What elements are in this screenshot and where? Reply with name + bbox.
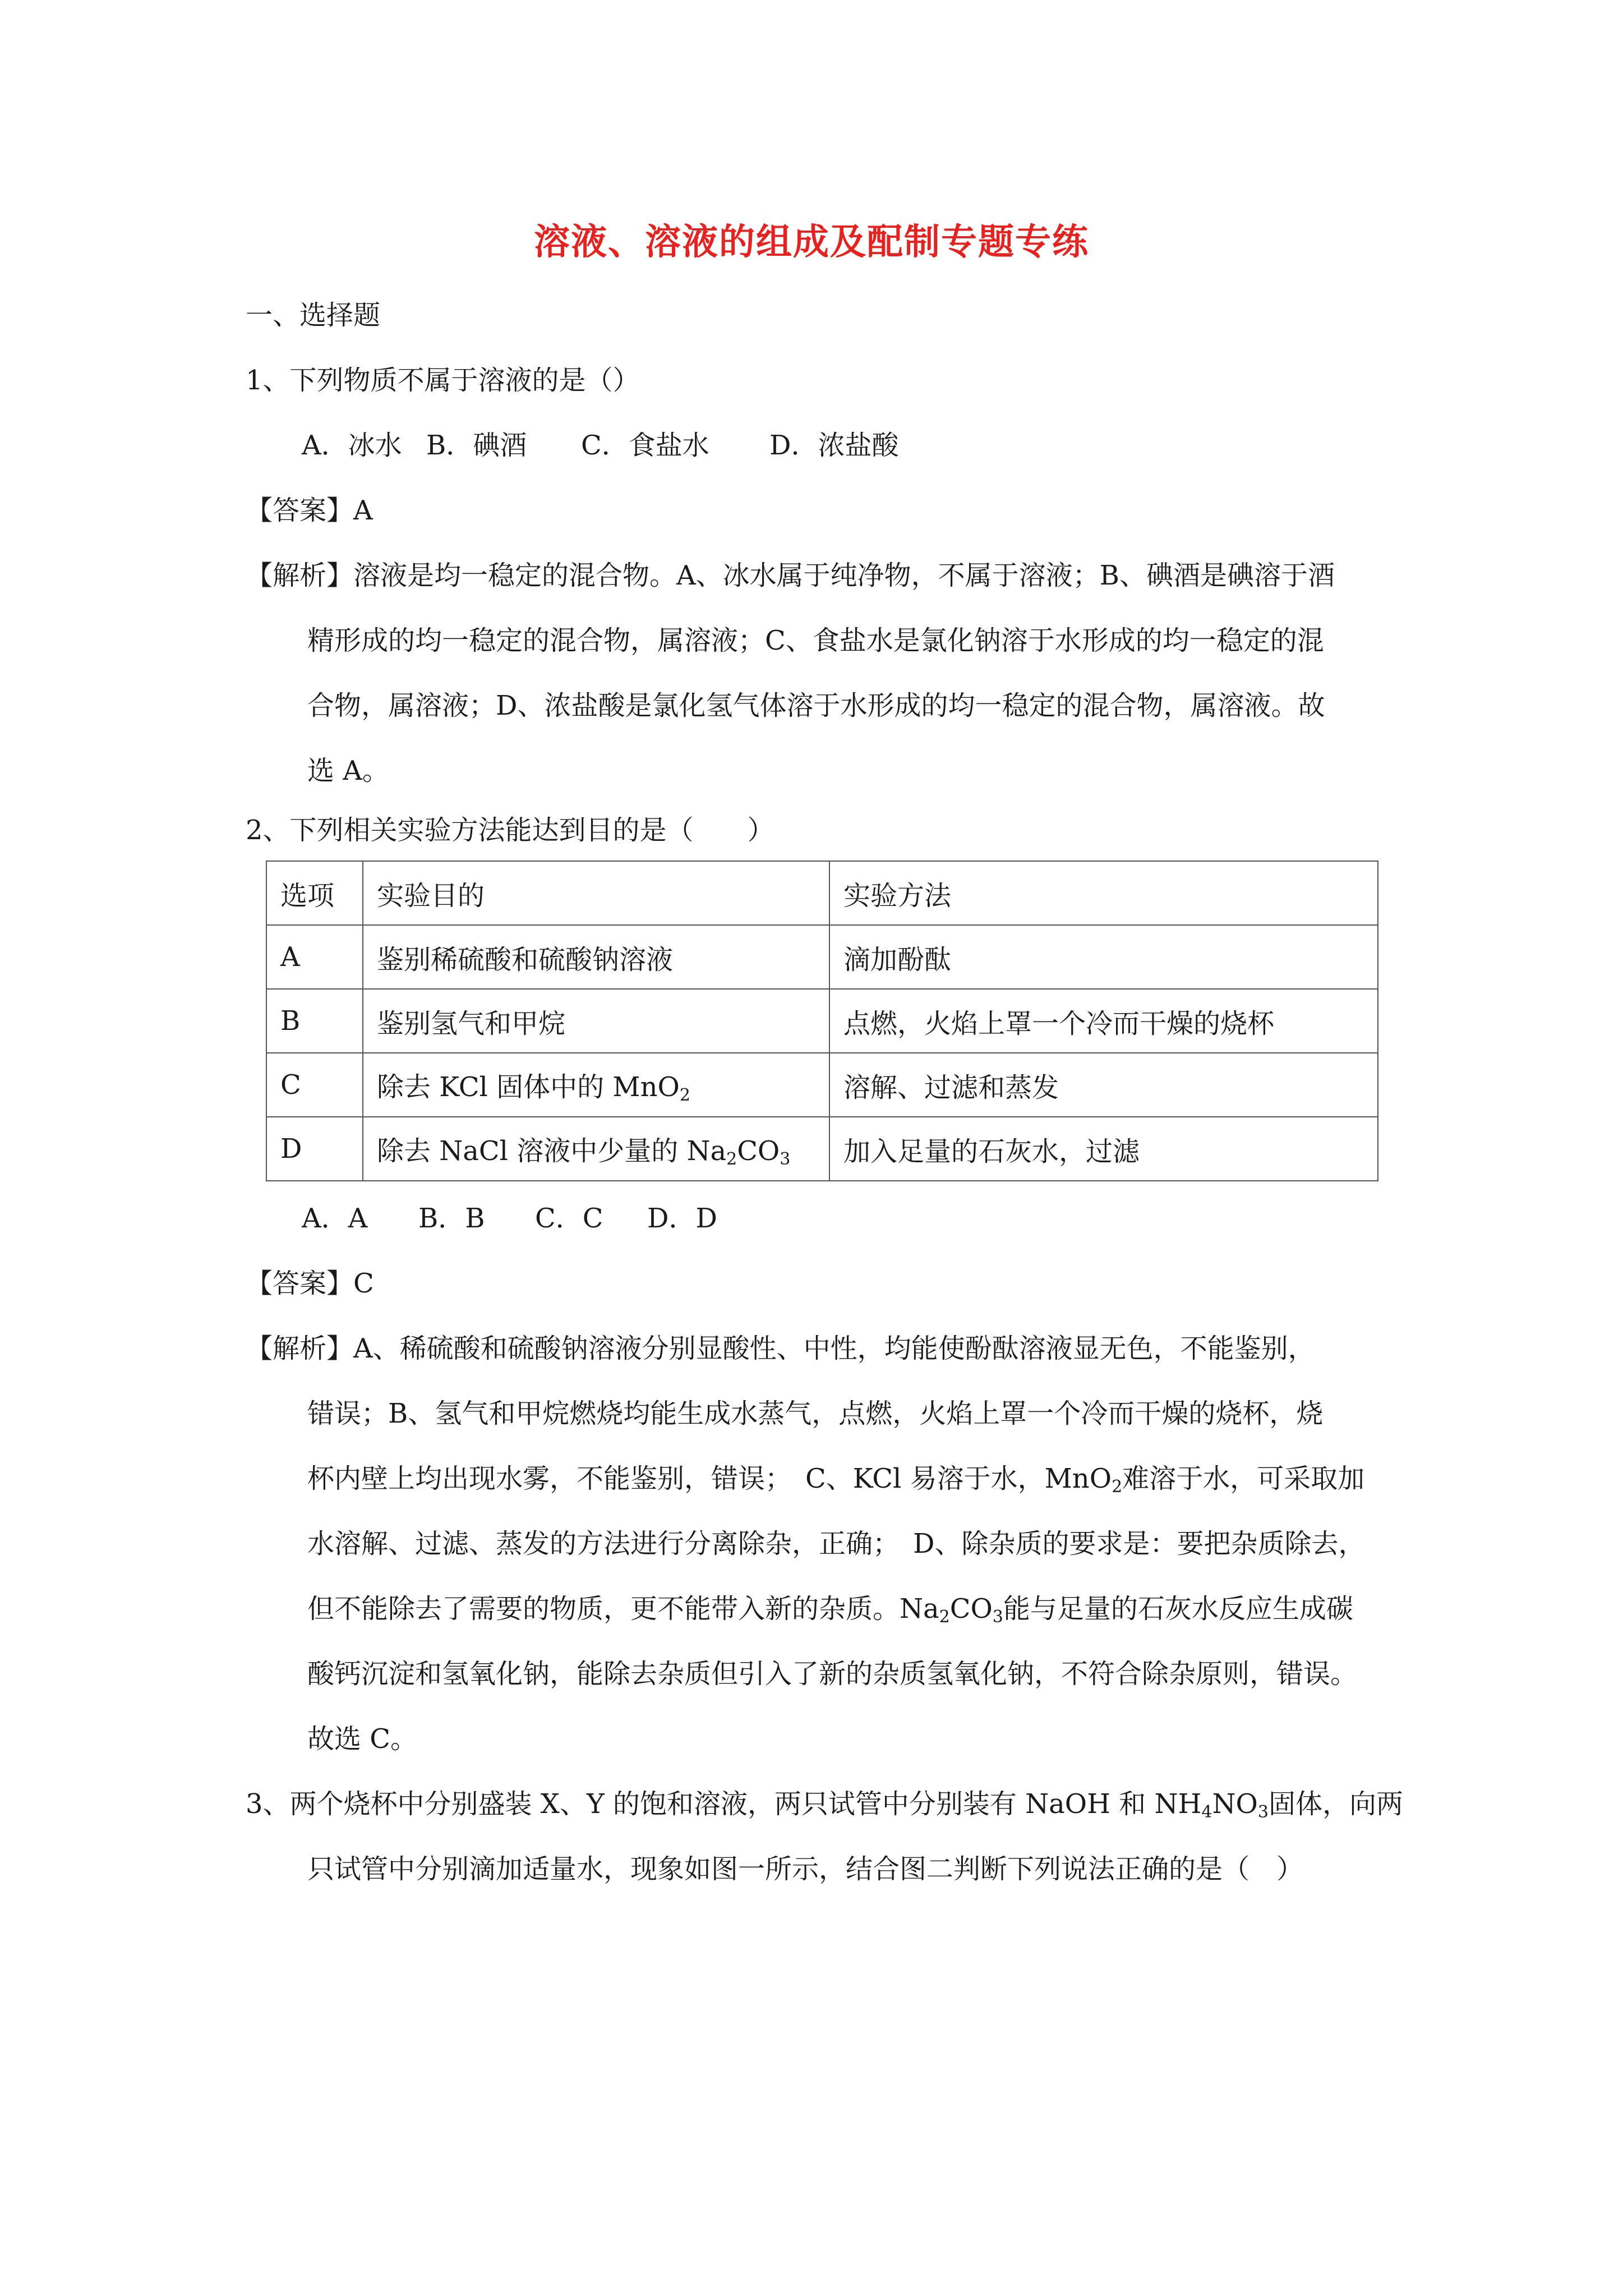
question-2-analysis-line-4: 水溶解、过滤、蒸发的方法进行分离除杂，正确； D、除杂质的要求是：要把杂质除去， (307, 1528, 1366, 1559)
table-row (266, 1053, 1378, 1117)
question-1-analysis-line-3: 合物，属溶液；D、浓盐酸是氯化氢气体溶于水形成的均一稳定的混合物，属溶液。故 (307, 690, 1325, 721)
option-b: B．B (418, 1203, 485, 1234)
option-c: C．食盐水 (581, 430, 709, 461)
question-2-analysis-line-3 (307, 1462, 1364, 1504)
section-heading: 一、选择题 (246, 300, 381, 331)
question-2-analysis-line-7: 故选 C。 (307, 1723, 417, 1755)
table-cell-purpose: 鉴别稀硫酸和硫酸钠溶液 (363, 925, 829, 989)
table-header-purpose: 实验目的 (363, 861, 829, 925)
table-cell-option: B (266, 989, 363, 1053)
subscript: 2 (1112, 1477, 1123, 1497)
question-1-answer: 【答案】A (246, 495, 373, 526)
subscript: 4 (1201, 1802, 1212, 1822)
question-2-options (302, 1202, 717, 1235)
question-2-analysis-line-1: 【解析】A、稀硫酸和硫酸钠溶液分别显酸性、中性，均能使酚酞溶液显无色，不能鉴别， (246, 1333, 1315, 1364)
purpose-text: 除去 NaCl 溶液中少量的 Na (377, 1135, 727, 1167)
option-c: C．C (535, 1203, 603, 1234)
subscript: 3 (992, 1607, 1003, 1627)
table-cell-purpose (363, 1117, 829, 1181)
option-d: D．浓盐酸 (769, 430, 899, 461)
table-cell-method: 滴加酚酞 (829, 925, 1378, 989)
purpose-text: 除去 KCl 固体中的 MnO (377, 1071, 680, 1103)
analysis-text: 能与足量的石灰水反应生成碳 (1003, 1593, 1353, 1625)
table-cell-method: 加入足量的石灰水，过滤 (829, 1117, 1378, 1181)
question-3-stem-line-1 (246, 1787, 1403, 1829)
question-3-stem-line-2: 只试管中分别滴加适量水，现象如图一所示，结合图二判断下列说法正确的是（ ） (307, 1853, 1304, 1885)
table-row (266, 989, 1378, 1053)
question-2-analysis-line-6: 酸钙沉淀和氢氧化钠，能除去杂质但引入了新的杂质氢氧化钠，不符合除杂原则，错误。 (307, 1658, 1358, 1690)
table-row (266, 925, 1378, 989)
stem-text: 3、两个烧杯中分别盛装 X、Y 的饱和溶液，两只试管中分别装有 NaOH 和 NH (246, 1788, 1202, 1820)
subscript: 3 (1257, 1802, 1269, 1822)
stem-text: 固体，向两 (1268, 1788, 1403, 1820)
question-2-answer: 【答案】C (246, 1268, 374, 1299)
analysis-text: 难溶于水，可采取加 (1122, 1463, 1365, 1494)
table-header-option: 选项 (266, 861, 363, 925)
subscript: 2 (939, 1607, 950, 1627)
question-2-analysis-line-2: 错误；B、氢气和甲烷燃烧均能生成水蒸气，点燃，火焰上罩一个冷而干燥的烧杯，烧 (307, 1398, 1324, 1429)
option-a: A．冰水 (302, 430, 402, 461)
option-a: A．A (302, 1203, 368, 1234)
subscript: 2 (726, 1149, 737, 1169)
question-2-stem: 2、下列相关实验方法能达到目的是（ ） (246, 815, 774, 846)
table-cell-option: A (266, 925, 363, 989)
table-cell-method: 点燃，火焰上罩一个冷而干燥的烧杯 (829, 989, 1378, 1053)
table-cell-purpose: 鉴别氢气和甲烷 (363, 989, 829, 1053)
table-header-row (266, 861, 1378, 925)
table-row (266, 1117, 1378, 1181)
analysis-text: 杯内壁上均出现水雾，不能鉴别，错误； C、KCl 易溶于水，MnO (307, 1463, 1112, 1494)
table-cell-method: 溶解、过滤和蒸发 (829, 1053, 1378, 1117)
question-1-analysis-line-1: 【解析】溶液是均一稳定的混合物。A、冰水属于纯净物，不属于溶液；B、碘酒是碘溶于酒 (246, 560, 1335, 591)
subscript: 3 (780, 1149, 791, 1169)
question-1-analysis-line-2: 精形成的均一稳定的混合物，属溶液；C、食盐水是氯化钠溶于水形成的均一稳定的混 (307, 625, 1324, 656)
question-1-stem: 1、下列物质不属于溶液的是（） (246, 365, 640, 396)
question-1-analysis-line-4: 选 A。 (307, 755, 389, 786)
table-cell-purpose (363, 1053, 829, 1117)
purpose-text: CO (737, 1135, 780, 1167)
option-d: D．D (647, 1203, 717, 1234)
table-header-method: 实验方法 (829, 861, 1378, 925)
stem-text: NO (1212, 1788, 1258, 1820)
analysis-text: 但不能除去了需要的物质，更不能带入新的杂质。Na (307, 1593, 939, 1625)
question-1-options (302, 429, 899, 462)
option-b: B．碘酒 (426, 430, 527, 461)
analysis-text: CO (949, 1593, 993, 1625)
document-title: 溶液、溶液的组成及配制专题专练 (534, 221, 1089, 263)
table-cell-option: C (266, 1053, 363, 1117)
experiment-table (266, 861, 1378, 1181)
table-cell-option: D (266, 1117, 363, 1181)
subscript: 2 (679, 1085, 690, 1105)
question-2-analysis-line-5 (307, 1592, 1353, 1634)
